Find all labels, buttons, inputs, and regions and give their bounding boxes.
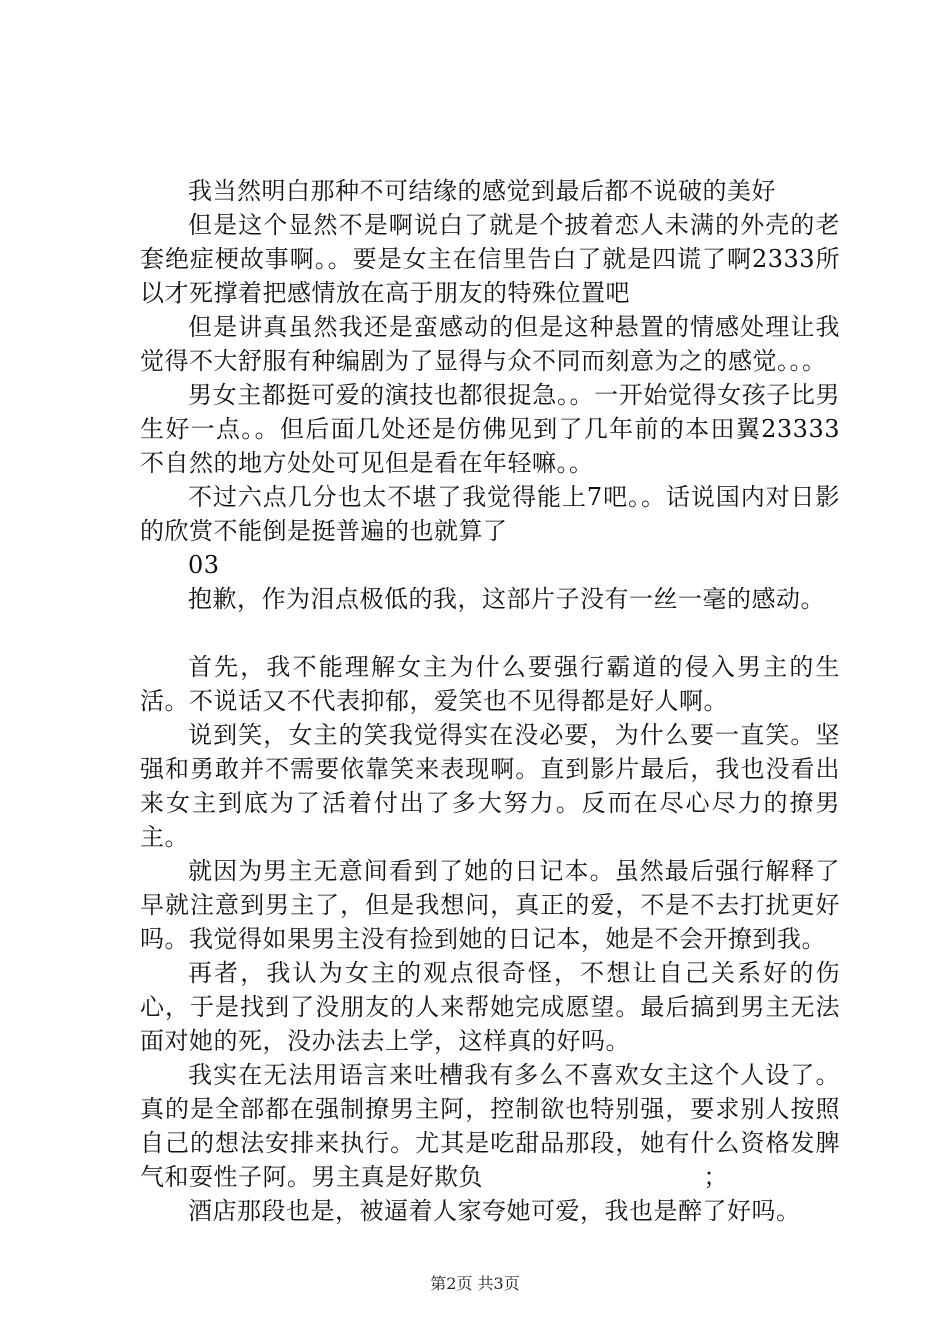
- section-number: 03: [188, 551, 220, 579]
- paragraph: 就因为男主无意间看到了她的日记本。虽然最后强行解释了早就注意到男主了，但是我想问，真正的爱，不是不去打扰更好吗。我觉得如果男主没有捡到她的日记本，她是不会开撩到我。: [140, 857, 840, 953]
- paragraph: 不过六点几分也太不堪了我觉得能上7吧。。话说国内对日影的欣赏不能倒是挺普遍的也就算了: [140, 483, 840, 545]
- document-body: [140, 174, 840, 1228]
- paragraph: 说到笑，女主的笑我觉得实在没必要，为什么要一直笑。坚强和勇敢并不需要依靠笑来表现啊。直到影片最后，我也没看出来女主到底为了活着付出了多大努力。反而在尽心尽力的撩男主。: [140, 721, 840, 851]
- paragraph: 首先，我不能理解女主为什么要强行霸道的侵入男主的生活。不说话又不代表抑郁，爱笑也不见得都是好人啊。: [140, 653, 840, 715]
- paragraph: 我实在无法用语言来吐槽我有多么不喜欢女主这个人设了。真的是全部都在强制撩男主阿，控制欲也特别强，要求别人按照自己的想法安排来执行。尤其是吃甜品那段，她有什么资格发脾气和耍性子阿。男主真是好欺负 ；: [140, 1061, 840, 1191]
- paragraph: 酒店那段也是，被逼着人家夸她可爱，我也是醉了好吗。: [188, 1197, 801, 1225]
- paragraph: 再者，我认为女主的观点很奇怪，不想让自己关系好的伤心，于是找到了没朋友的人来帮她完成愿望。最后搞到男主无法面对她的死，没办法去上学，这样真的好吗。: [140, 959, 840, 1055]
- paragraph: 我当然明白那种不可结缘的感觉到最后都不说破的美好: [188, 177, 776, 205]
- page-number-footer: 第2页 共3页: [430, 1274, 520, 1293]
- paragraph: 但是讲真虽然我还是蛮感动的但是这种悬置的情感处理让我觉得不大舒服有种编剧为了显得与众不同而刻意为之的感觉。。。: [140, 313, 840, 375]
- paragraph: 男女主都挺可爱的演技也都很捉急。。一开始觉得女孩子比男生好一点。。但后面几处还是仿佛见到了几年前的本田翼23333不自然的地方处处可见但是看在年轻嘛。。: [140, 381, 840, 477]
- paragraph: 抱歉，作为泪点极低的我，这部片子没有一丝一毫的感动。: [188, 585, 825, 613]
- paragraph: 但是这个显然不是啊说白了就是个披着恋人未满的外壳的老套绝症梗故事啊。。要是女主在信里告白了就是四谎了啊2333所以才死撑着把感情放在高于朋友的特殊位置吧: [140, 211, 840, 307]
